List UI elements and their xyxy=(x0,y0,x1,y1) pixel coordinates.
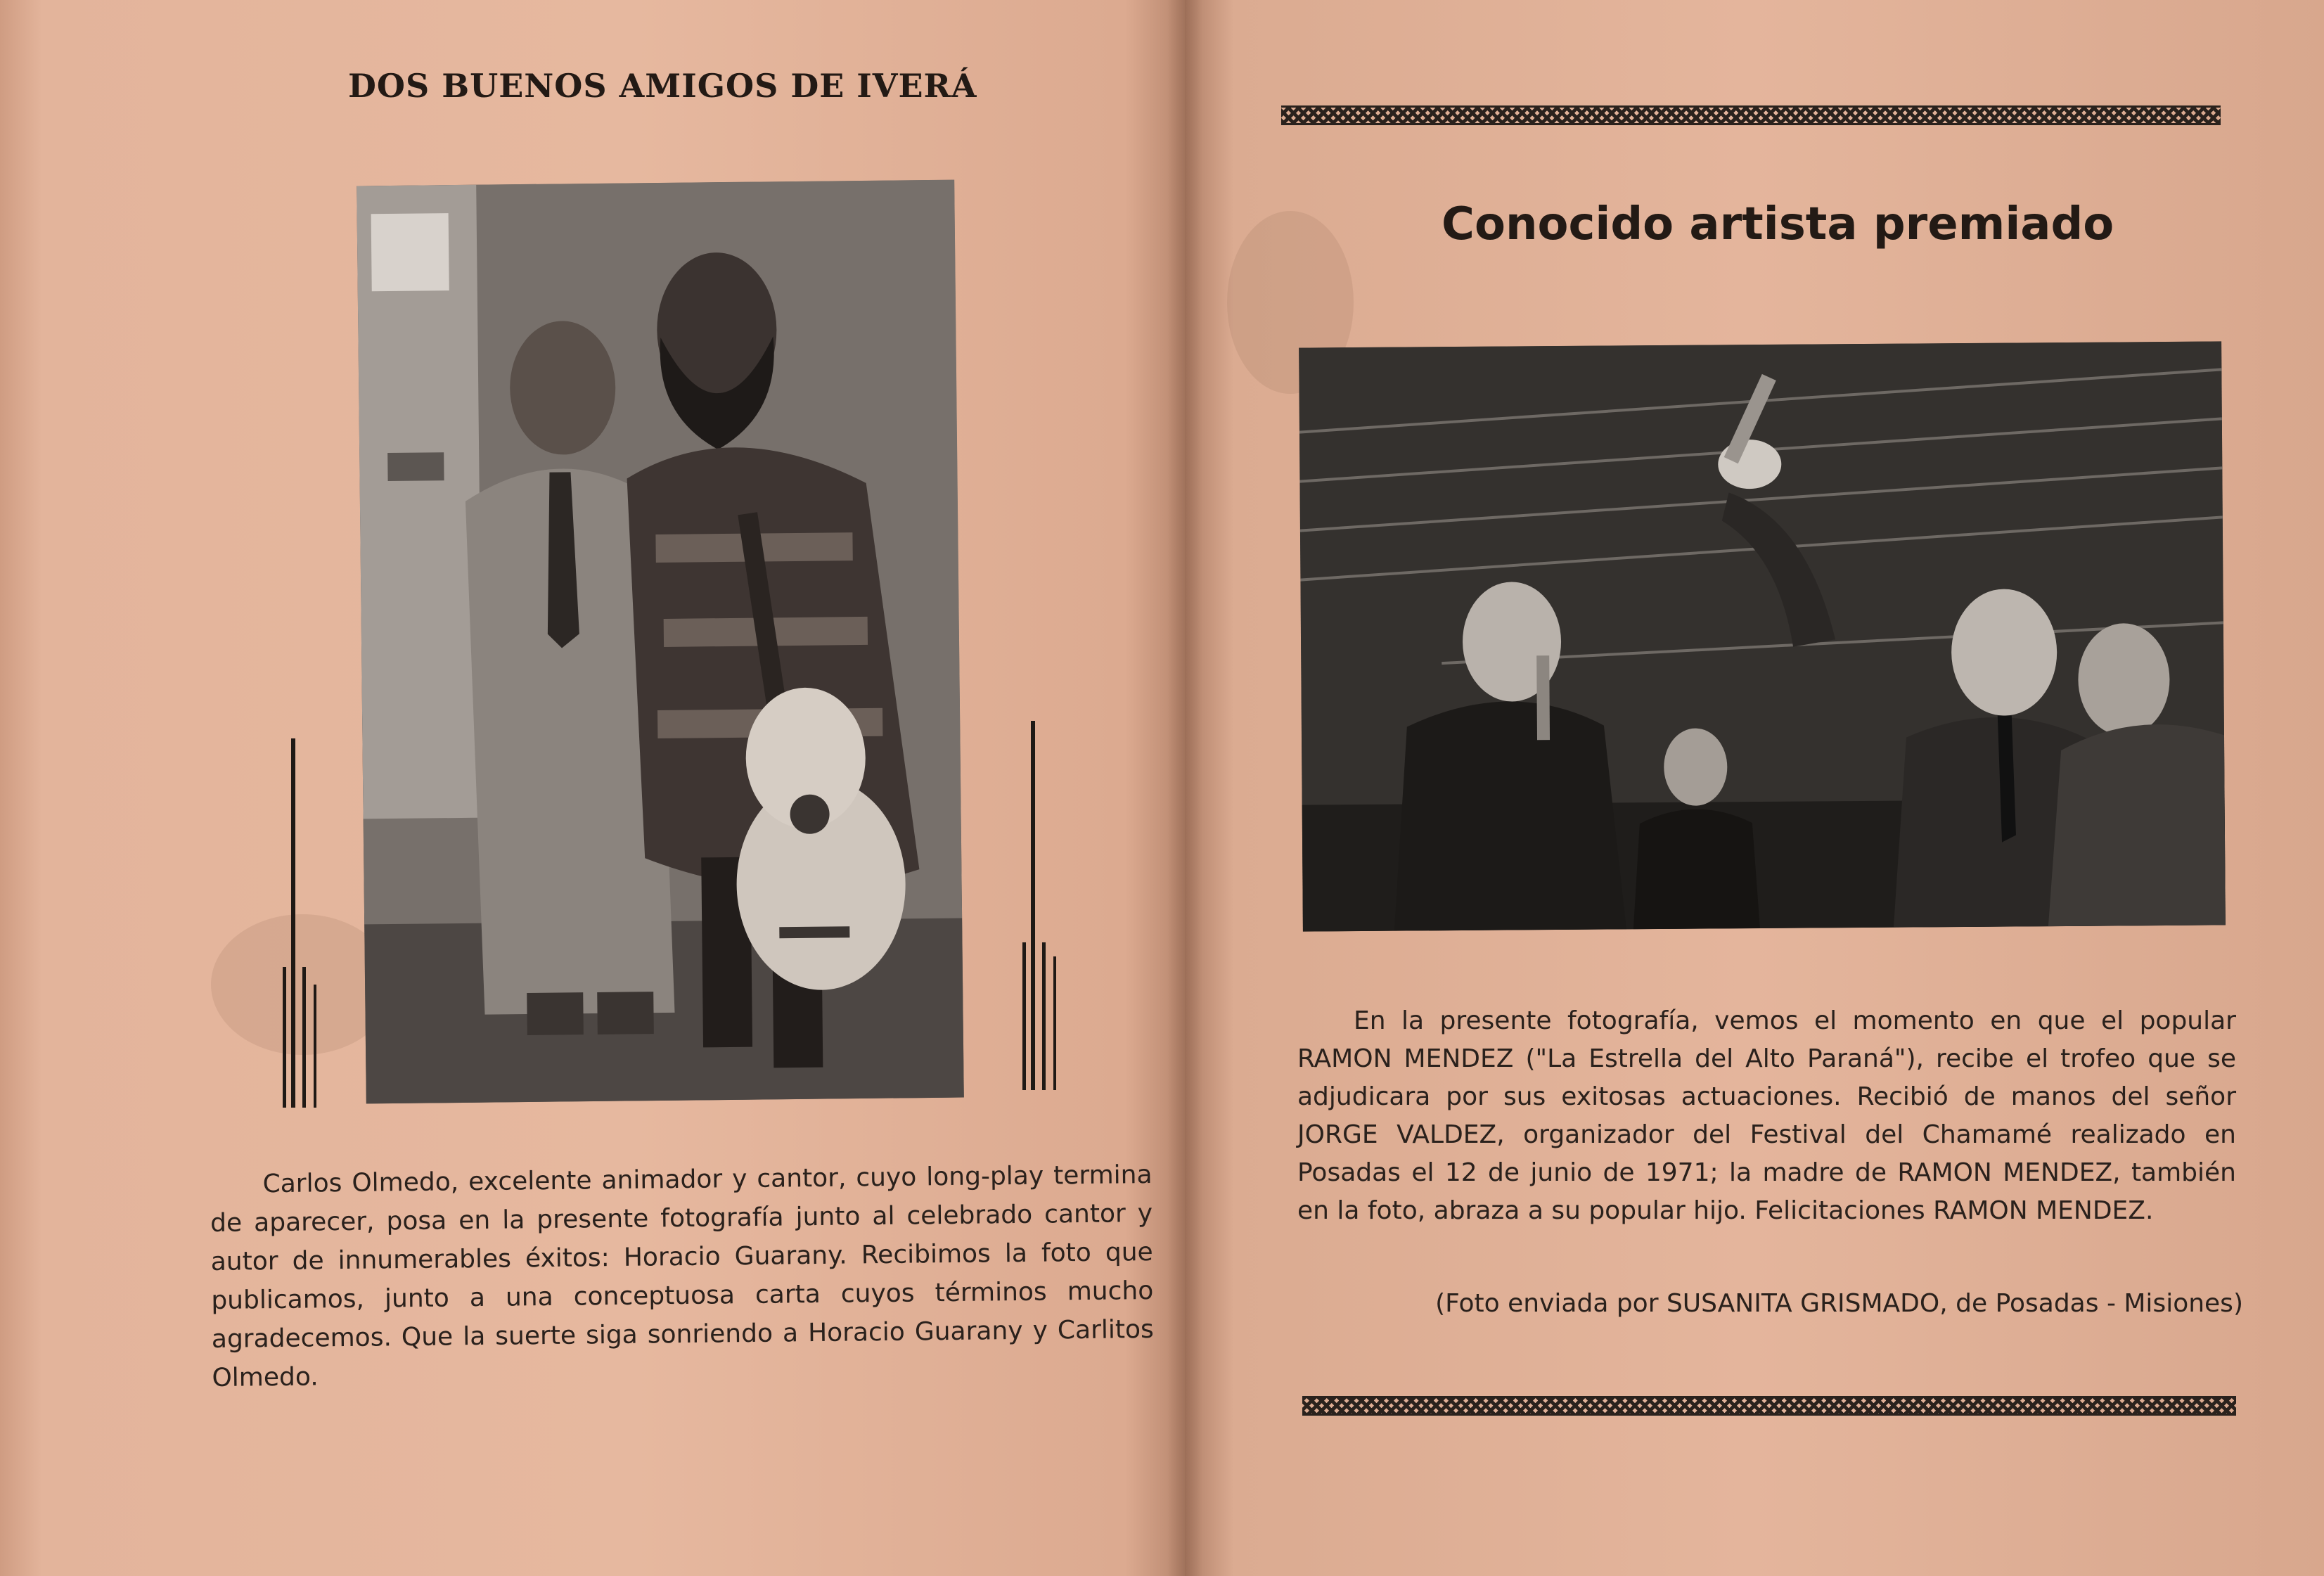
photo-two-men-with-guitar xyxy=(357,180,964,1104)
decorative-rule xyxy=(302,967,306,1108)
photo-credit: (Foto enviada por SUSANITA GRISMADO, de Posadas - Misiones) xyxy=(1435,1289,2243,1318)
decorative-rule xyxy=(1031,721,1035,1090)
decorative-rule xyxy=(314,985,316,1108)
top-decorative-border xyxy=(1281,105,2221,125)
photo-trophy-ceremony xyxy=(1299,341,2226,931)
decorative-rule xyxy=(283,967,286,1108)
left-page-caption: Carlos Olmedo, excelente animador y cantor, cuyo long-play termina de aparecer, posa en la presente fotografía junto al celebrado cantor y autor de innumerables éxitos: Horacio Guarany. Recibimos la foto que publicamos, junto a una conceptuosa carta cuyos términos mucho agradecemos. Que la suerte siga sonriendo a Horacio Guarany y Carlitos Olmedo. xyxy=(210,1160,1155,1393)
left-page-heading: DOS BUENOS AMIGOS DE IVERÁ xyxy=(348,67,977,105)
book-gutter xyxy=(1167,0,1202,1576)
photo-illustration xyxy=(1299,341,2226,931)
decorative-rule xyxy=(1022,942,1026,1090)
decorative-rule xyxy=(1053,956,1056,1090)
bottom-decorative-border xyxy=(1302,1396,2236,1416)
right-page-heading: Conocido artista premiado xyxy=(1442,198,2114,250)
right-page-caption: En la presente fotografía, vemos el momento en que el popular RAMON MENDEZ ("La Estrella del Alto Paraná"), recibe el trofeo que se adjudicara por sus exitosas actuaciones. Recibió de manos del señor JORGE VALDEZ, organizador del Festival del Chamamé realizado en Posadas el 12 de junio de 1971; la madre de RAMON MENDEZ, también en la foto, abraza a su popular hijo. Felicitaciones RAMON MENDEZ. xyxy=(1297,1006,2236,1225)
photo-illustration xyxy=(357,180,964,1104)
decorative-rule xyxy=(1042,942,1046,1090)
decorative-rule xyxy=(291,738,295,1108)
